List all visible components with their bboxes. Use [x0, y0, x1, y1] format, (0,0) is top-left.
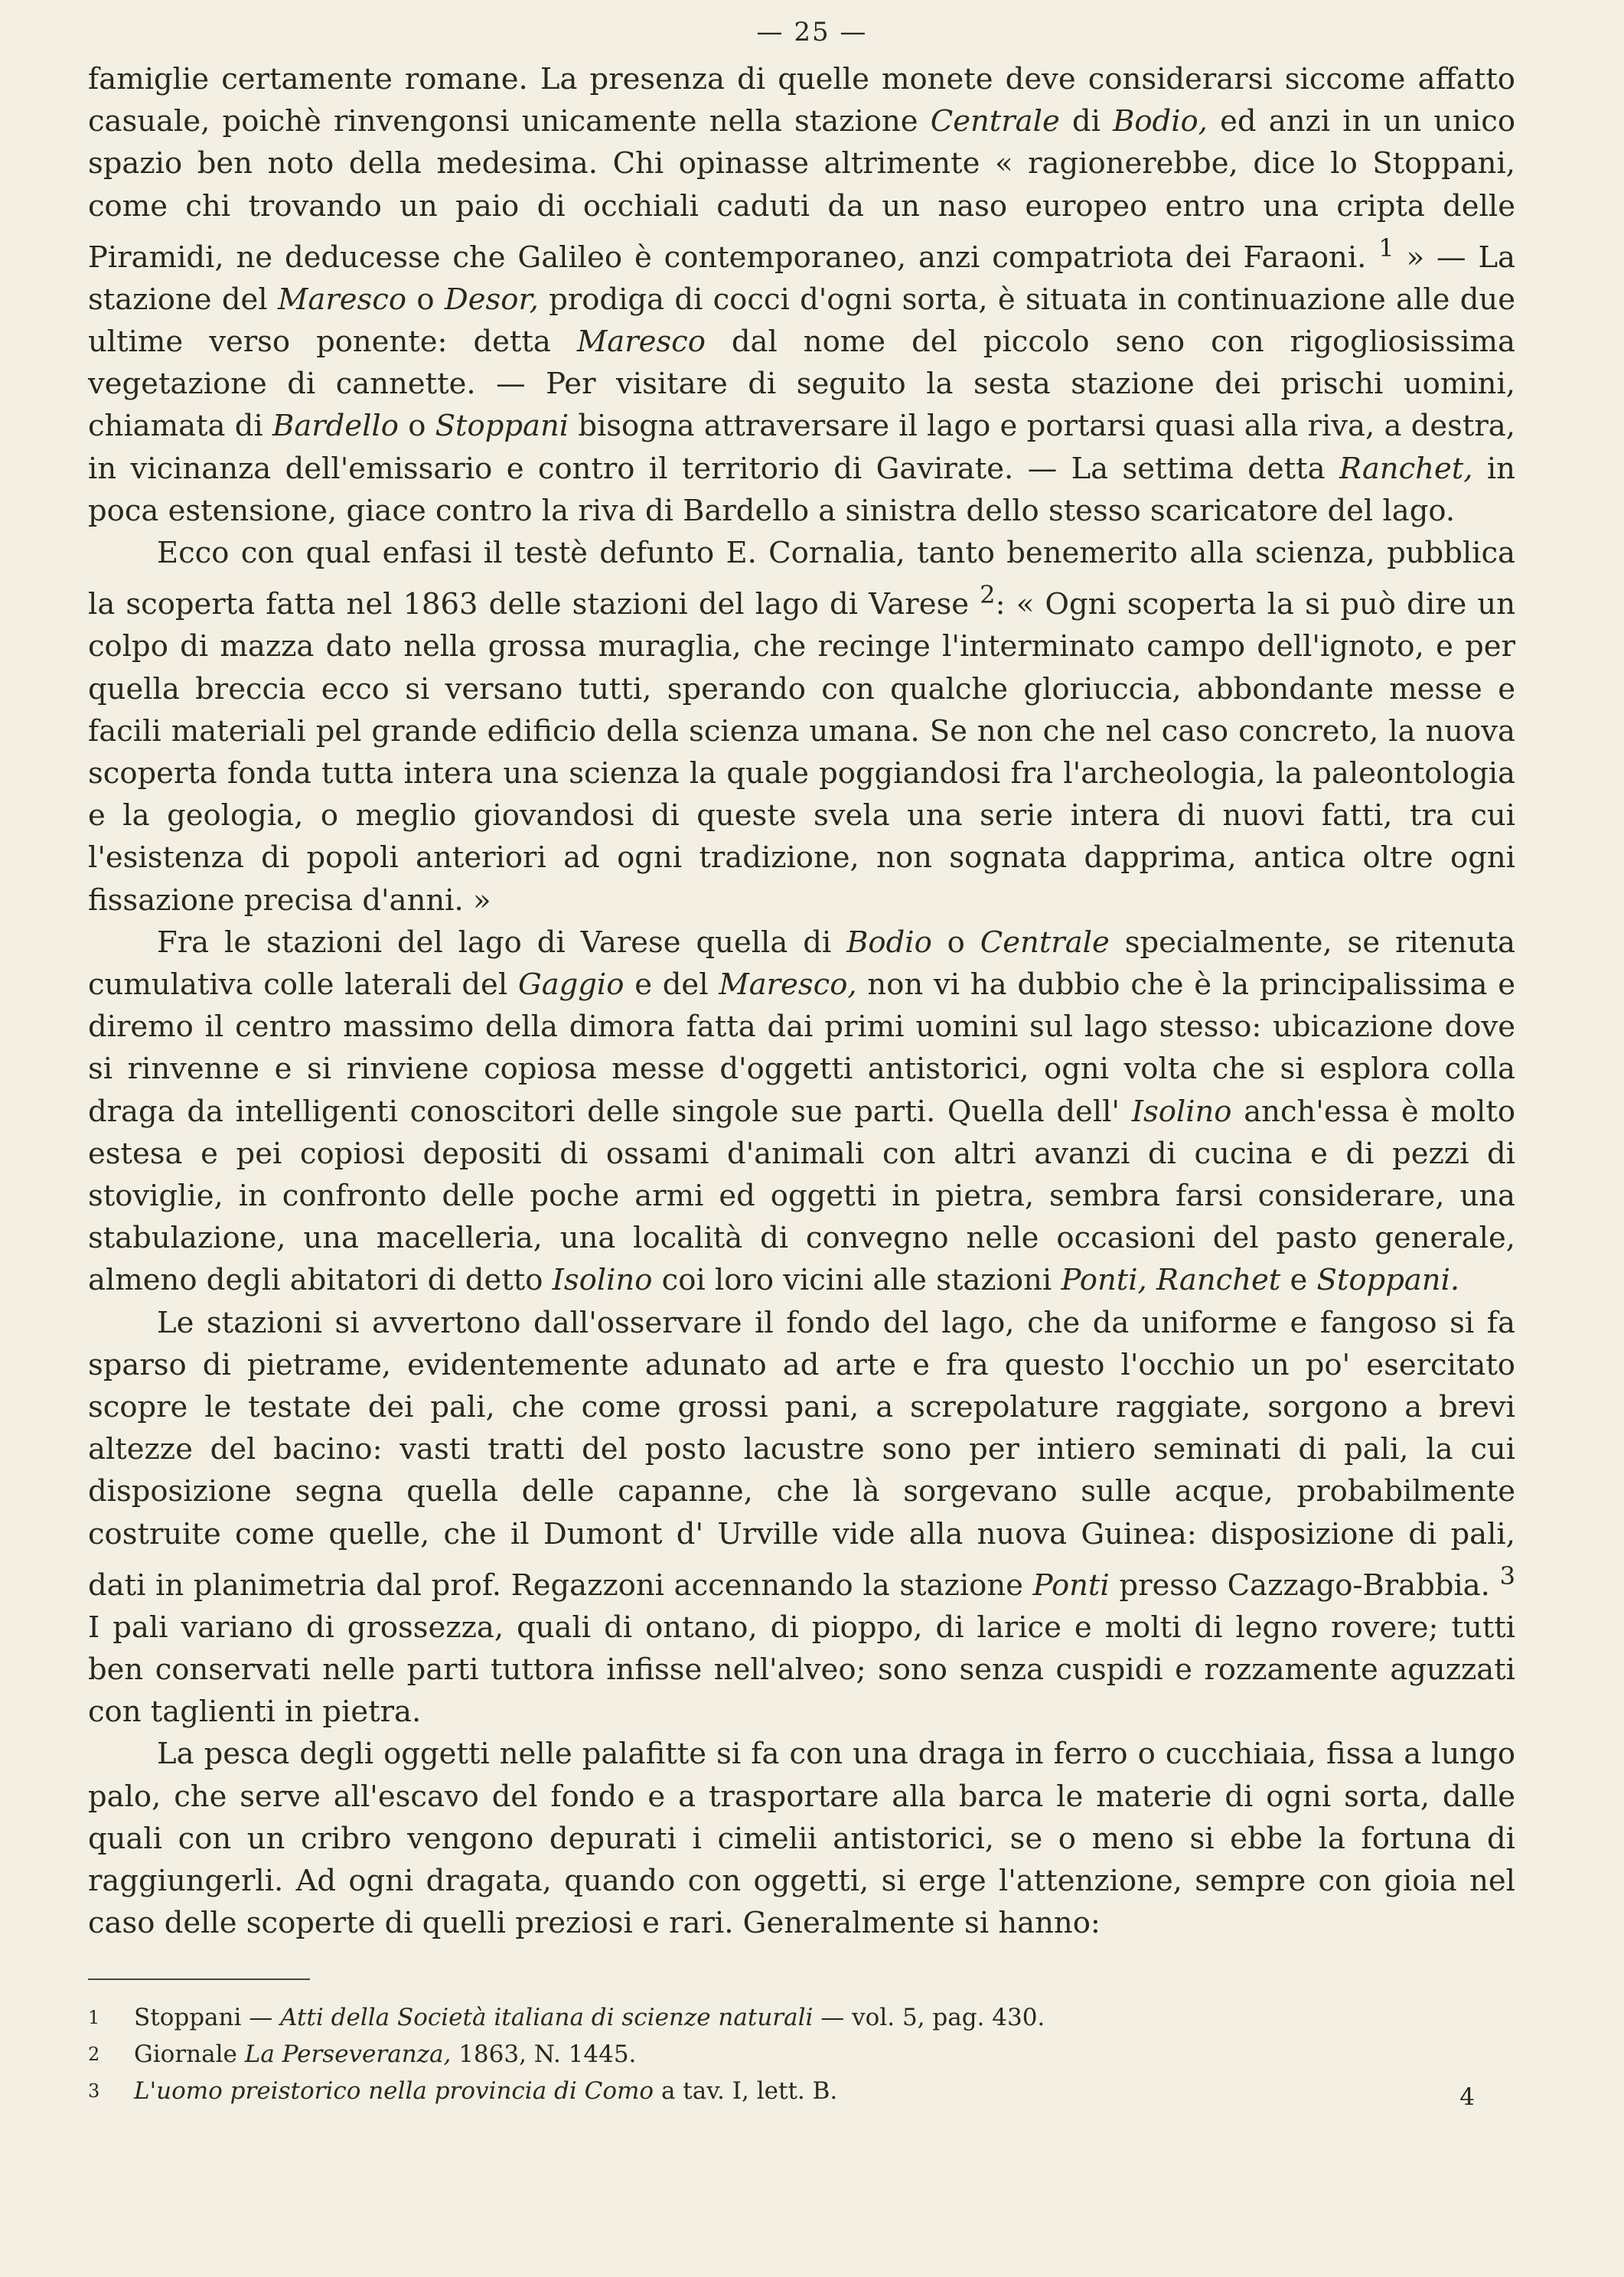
- footnote-reference: 2: [980, 580, 996, 610]
- text-run: specialmente, se ritenuta cumulativa colle laterali del: [88, 925, 1516, 1002]
- italic-text: Maresco,: [719, 967, 857, 1002]
- text-run: a tav. I, lett. B.: [654, 2077, 838, 2105]
- italic-text: L'uomo preistorico nella provincia di Como: [134, 2077, 654, 2105]
- footnote-separator: [88, 1979, 310, 1980]
- italic-text: Desor,: [444, 282, 539, 317]
- italic-text: La Perseveranza,: [244, 2040, 452, 2068]
- italic-text: Stoppani: [435, 409, 569, 444]
- italic-text: Maresco: [277, 282, 407, 317]
- text-run: di: [1059, 104, 1114, 139]
- italic-text: Atti della Società italiana di scienze naturali: [280, 2004, 814, 2031]
- italic-text: Bodio: [846, 925, 932, 960]
- italic-text: Centrale: [930, 104, 1060, 139]
- printer-signature-mark: 4: [1459, 2083, 1475, 2111]
- italic-text: Ponti, Ranchet: [1061, 1263, 1281, 1298]
- italic-text: Bardello: [272, 409, 399, 444]
- italic-text: Stoppani.: [1316, 1263, 1460, 1298]
- text-run: I pali variano di grossezza, quali di ontano, di pioppo, di larice e molti di legno rovere; tutti ben conservati nelle parti tuttora infisse nell'alveo; sono senza cuspidi e rozzamente aguzzati con taglienti in pietra.: [88, 1610, 1515, 1730]
- footnote: [88, 2036, 1515, 2073]
- italic-text: Isolino: [1131, 1094, 1232, 1129]
- text-run: o: [406, 282, 445, 317]
- paragraph: [88, 58, 1515, 532]
- footnote-reference: 1: [1378, 233, 1394, 263]
- text-run: o: [931, 925, 980, 960]
- body-text: [88, 58, 1515, 1944]
- text-run: — vol. 5, pag. 430.: [813, 2004, 1045, 2031]
- text-run: bisogna attraversare il lago e portarsi quasi alla riva, a destra, in vicinanza dell'emissario e contro il territorio di Gavirate. — La settima detta: [88, 409, 1516, 486]
- text-run: ed anzi in un unico spazio ben noto della medesima. Chi opinasse altrimente « ragionerebbe, dice lo Stoppani, come chi trovando un paio di occhiali caduti da un naso europeo entro una cripta delle Piramidi, ne deducesse che Galileo è contemporaneo, anzi compatriota dei Faraoni.: [88, 104, 1516, 275]
- footnote-number: 2: [88, 2044, 100, 2065]
- paragraph: [88, 532, 1515, 922]
- italic-text: Isolino: [552, 1263, 653, 1298]
- footnotes: [88, 1999, 1515, 2109]
- text-run: e del: [624, 967, 719, 1002]
- text-run: o: [398, 409, 435, 444]
- italic-text: Centrale: [980, 925, 1110, 960]
- page-number: — 25 —: [756, 17, 868, 47]
- text-run: Giornale: [134, 2040, 245, 2068]
- text-run: coi loro vicini alle stazioni: [652, 1263, 1061, 1298]
- italic-text: Bodio,: [1113, 104, 1208, 139]
- text-run: Ecco con qual enfasi il testè defunto E. Cornalia, tanto benemerito alla scienza, pubblica la scoperta fatta nel 1863 delle stazioni del lago di Varese: [88, 536, 1515, 622]
- text-run: : « Ogni scoperta la si può dire un colpo di mazza dato nella grossa muraglia, che recinge l'interminato campo dell'ignoto, e per quella breccia ecco si versano tutti, sperando con qualche gloriuccia, abbondante messe e facili materiali pel grande edificio della scienza umana. Se non che nel caso concreto, la nuova scoperta fonda tutta intera una scienza la quale poggiandosi fra l'archeologia, la paleontologia e la geologia, o meglio giovandosi di queste svela una serie intera di nuovi fatti, tra cui l'esistenza di popoli anteriori ad ogni tradizione, non sognata dapprima, antica oltre ogni fissazione precisa d'anni. »: [88, 587, 1515, 918]
- text-run: 1863, N. 1445.: [451, 2040, 637, 2068]
- text-run: Fra le stazioni del lago di Varese quella di: [157, 925, 847, 960]
- text-run: e: [1280, 1263, 1317, 1298]
- paragraph: [88, 922, 1515, 1302]
- text-run: Le stazioni si avvertono dall'osservare il fondo del lago, che da uniforme e fangoso si fa sparso di pietrame, evidentemente adunato ad arte e fra questo l'occhio un po' esercitato scopre le testate dei pali, che come grossi pani, a screpolature raggiate, sorgono a brevi altezze del bacino: vasti tratti del posto lacustre sono per intiero seminati di pali, la cui disposizione segna quella delle capanne, che là sorgevano sulle acque, probabilmente costruite come quelle, che il Dumont d' Urville vide alla nuova Guinea: disposizione di pali, dati in planimetria dal prof. Regazzoni accennando la stazione: [88, 1305, 1515, 1603]
- text-run: dal nome del piccolo seno con rigogliosissima vegetazione di cannette. — Per visitare di seguito la sesta stazione dei prischi uomini, chiamata di: [88, 325, 1515, 444]
- text-run: prodiga di cocci d'ogni sorta, è situata in continuazione alle due ultime verso ponente: detta: [88, 282, 1515, 360]
- footnote-reference: 3: [1499, 1561, 1515, 1590]
- footnote-number: 3: [88, 2080, 100, 2102]
- italic-text: Ponti: [1032, 1567, 1110, 1603]
- footnote-number: 1: [88, 2007, 100, 2028]
- text-run: » — La stazione del: [88, 240, 1515, 317]
- text-run: Stoppani —: [134, 2004, 281, 2031]
- footnote: [88, 2073, 1515, 2109]
- italic-text: Gaggio: [517, 967, 624, 1002]
- paragraph: [88, 1733, 1515, 1944]
- text-run: famiglie certamente romane. La presenza di quelle monete deve considerarsi siccome affatto casuale, poichè rinvengonsi unicamente nella stazione: [88, 62, 1515, 139]
- paragraph: [88, 1302, 1515, 1734]
- text-run: La pesca degli oggetti nelle palafitte si fa con una draga in ferro o cucchiaia, fissa a lungo palo, che serve all'escavo del fondo e a trasportare alla barca le materie di ogni sorta, dalle quali con un cribro vengono depurati i cimelii antistorici, se o meno si ebbe la fortuna di raggiungerli. Ad ogni dragata, quando con oggetti, si erge l'attenzione, sempre con gioia nel caso delle scoperte di quelli preziosi e rari. Generalmente si hanno:: [88, 1737, 1515, 1941]
- footnote: [88, 1999, 1515, 2036]
- text-run: anch'essa è molto estesa e pei copiosi depositi di ossami d'animali con altri avanzi di cucina e di pezzi di stoviglie, in confronto delle poche armi ed oggetti in pietra, sembra farsi considerare, una stabulazione, una macelleria, una località di convegno nelle occasioni del pasto generale, almeno degli abitatori di detto: [88, 1094, 1516, 1298]
- text-run: in poca estensione, giace contro la riva di Bardello a sinistra dello stesso scaricatore del lago.: [88, 451, 1515, 528]
- italic-text: Ranchet,: [1339, 451, 1473, 486]
- text-run: non vi ha dubbio che è la principalissima e diremo il centro massimo della dimora fatta dai primi uomini sul lago stesso: ubicazione dove si rinvenne e si rinviene copiosa messe d'oggetti antistorici, ogni volta che si esplora colla draga da intelligenti conoscitori delle singole sue parti. Quella dell': [88, 967, 1515, 1129]
- text-run: presso Cazzago-Brabbia.: [1109, 1567, 1500, 1603]
- italic-text: Maresco: [576, 325, 706, 360]
